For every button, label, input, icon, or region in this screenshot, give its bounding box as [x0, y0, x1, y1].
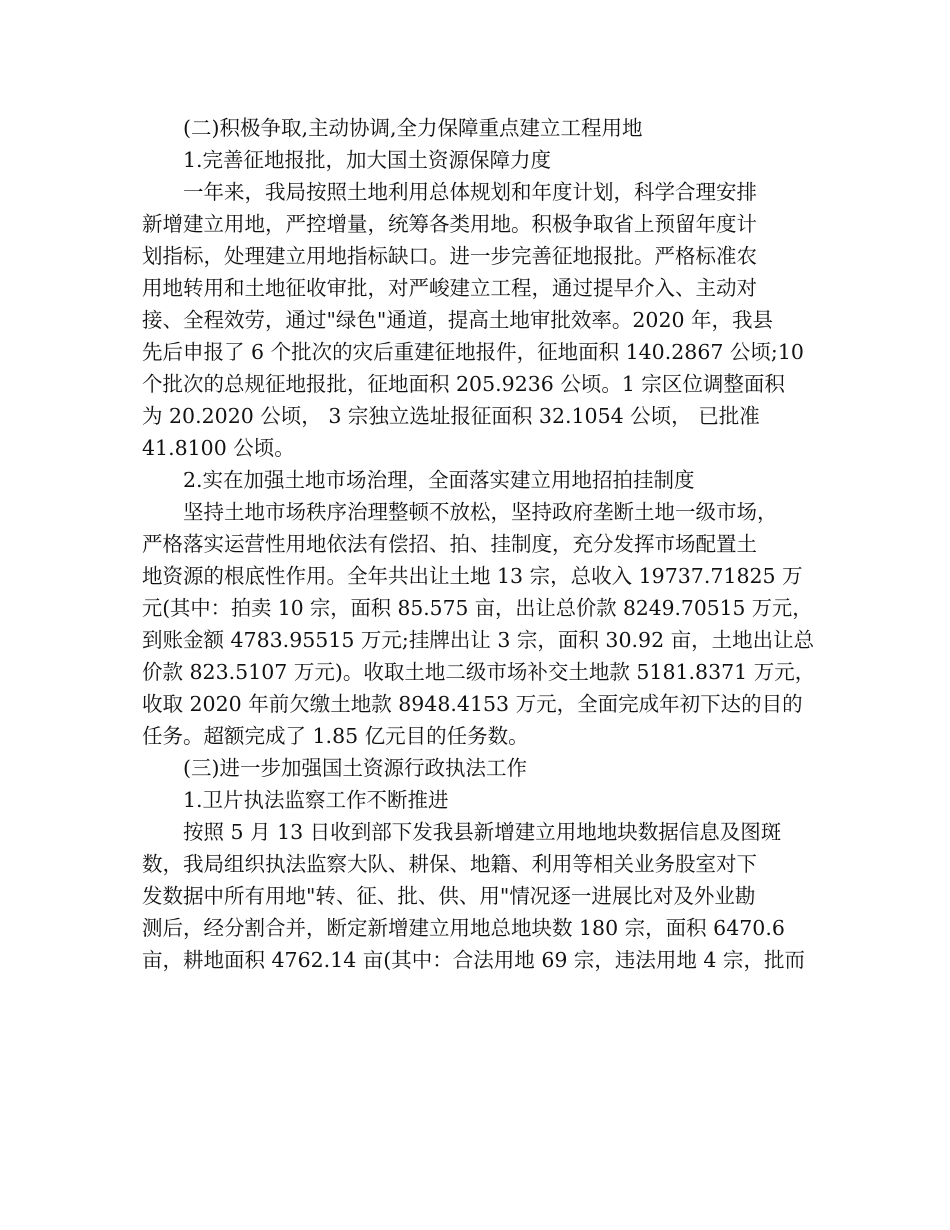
text-line: 地资源的根底性作用。全年共出让土地 13 宗，总收入 19737.71825 万 [142, 564, 803, 588]
text-line: 按照 5 月 13 日收到部下发我县新增建立用地地块数据信息及图斑 [183, 820, 782, 844]
text-line: 严格落实运营性用地依法有偿招、拍、挂制度，充分发挥市场配置土 [142, 532, 757, 556]
text-line: 1.完善征地报批，加大国土资源保障力度 [183, 148, 552, 172]
text-line: 到账金额 4783.95515 万元;挂牌出让 3 宗，面积 30.92 亩，土地出让总 [142, 628, 815, 652]
text-line: 坚持土地市场秩序治理整顿不放松，坚持政府垄断土地一级市场， [183, 500, 778, 524]
text-line: 2.实在加强土地市场治理，全面落实建立用地招拍挂制度 [183, 468, 695, 492]
text-line: 用地转用和土地征收审批，对严峻建立工程，通过提早介入、主动对 [142, 276, 757, 300]
text-line: 为 20.2020 公顷， 3 宗独立选址报征面积 32.1054 公顷， 已批准 [142, 404, 760, 428]
text-line: (三)进一步加强国土资源行政执法工作 [183, 756, 527, 780]
text-line: 亩，耕地面积 4762.14 亩(其中：合法用地 69 宗，违法用地 4 宗，批而 [142, 948, 805, 972]
text-line: 41.8100 公顷。 [142, 436, 295, 460]
text-line: 个批次的总规征地报批，征地面积 205.9236 公顷。1 宗区位调整面积 [142, 372, 785, 396]
text-line: 接、全程效劳，通过"绿色"通道，提高土地审批效率。2020 年，我县 [142, 308, 774, 332]
text-line: 一年来，我局按照土地利用总体规划和年度计划，科学合理安排 [183, 180, 757, 204]
text-line: 价款 823.5107 万元)。收取土地二级市场补交土地款 5181.8371 万元， [142, 660, 816, 684]
text-line: (二)积极争取,主动协调,全力保障重点建立工程用地 [183, 116, 643, 140]
text-line: 收取 2020 年前欠缴土地款 8948.4153 万元，全面完成年初下达的目的 [142, 692, 803, 716]
document-page [142, 112, 820, 976]
text-line: 测后，经分割合并，断定新增建立用地总地块数 180 宗，面积 6470.6 [142, 916, 785, 940]
text-line: 先后申报了 6 个批次的灾后重建征地报件，征地面积 140.2867 公顷;10 [142, 340, 804, 364]
text-line: 任务。超额完成了 1.85 亿元目的任务数。 [142, 724, 529, 748]
text-line: 发数据中所有用地"转、征、批、供、用"情况逐一进展比对及外业勘 [142, 884, 756, 908]
text-line: 元(其中：拍卖 10 宗，面积 85.575 亩，出让总价款 8249.70515 万元， [142, 596, 813, 620]
text-line: 1.卫片执法监察工作不断推进 [183, 788, 449, 812]
text-line: 划指标，处理建立用地指标缺口。进一步完善征地报批。严格标准农 [142, 244, 757, 268]
text-line: 新增建立用地，严控增量，统筹各类用地。积极争取省上预留年度计 [142, 212, 757, 236]
text-line: 数，我局组织执法监察大队、耕保、地籍、利用等相关业务股室对下 [142, 852, 757, 876]
